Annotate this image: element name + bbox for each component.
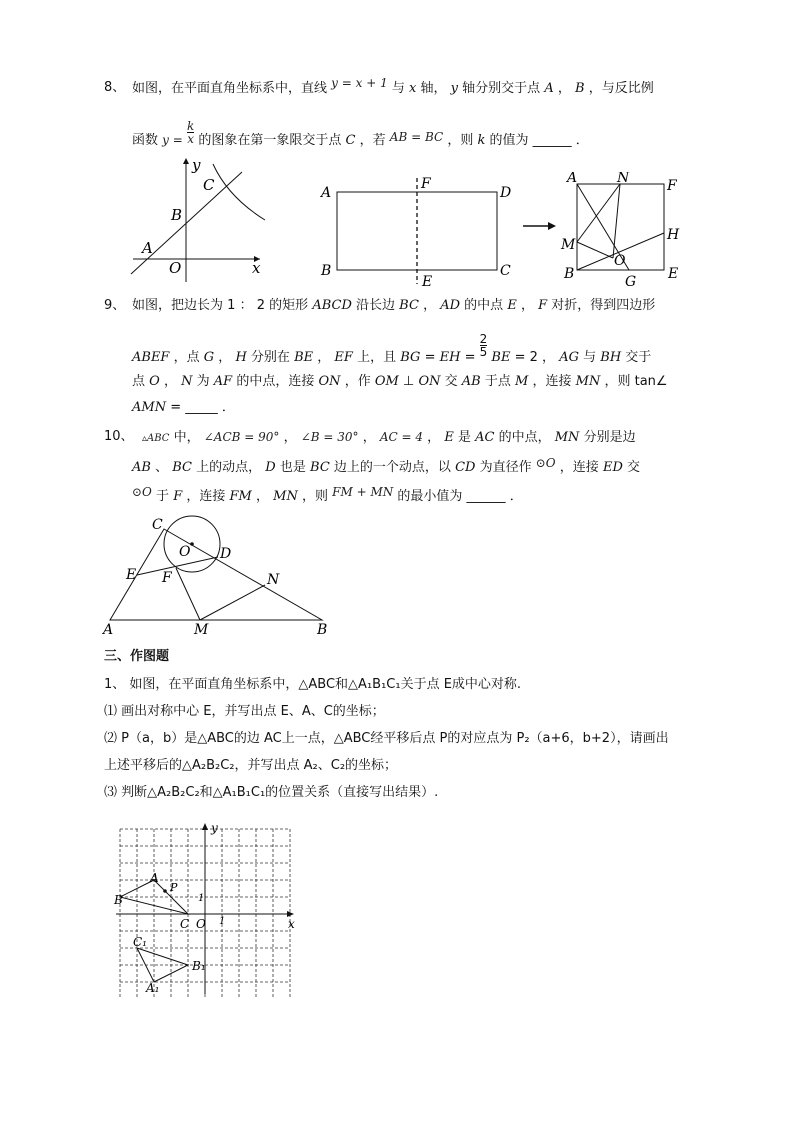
q10-expression: FM + MN: [332, 485, 394, 499]
q9-var: BH: [600, 350, 622, 365]
q9-text: ，连接: [532, 374, 572, 389]
q8-text: 轴，: [420, 81, 447, 96]
q10-var: E: [444, 430, 454, 445]
q9-var: N: [181, 374, 193, 389]
q9-text: ，: [520, 298, 534, 313]
q10-var: MN: [554, 430, 580, 445]
q9-text: 的矩形: [269, 298, 309, 313]
q10-text: 也是: [279, 460, 306, 475]
q10-var: MN: [273, 489, 298, 504]
q9-text: 交: [444, 374, 458, 389]
q9-text: ，作: [344, 374, 371, 389]
q9-figure: [318, 172, 690, 290]
q9-text: 沿长边: [356, 298, 396, 313]
q9-label-A2: A: [567, 172, 578, 186]
q8-text: 与: [391, 81, 405, 96]
q10-circle-symbol: ⊙O: [535, 456, 556, 470]
q10-var: BC: [310, 460, 330, 475]
q9-text: ，: [218, 350, 232, 365]
q8-condition: AB = BC: [389, 130, 444, 144]
s3-label-x: x: [288, 917, 295, 931]
q9-text: ：: [239, 298, 253, 313]
section-title: 三、作图题: [104, 649, 170, 664]
q9-frac-num: 2: [479, 332, 488, 346]
q8-var: A: [544, 81, 554, 96]
q10-var: BC: [172, 460, 192, 475]
q8-text: ，与反比例: [588, 81, 654, 96]
q8-frac-num: k: [186, 119, 195, 133]
q10-text: 中，: [173, 430, 200, 445]
s3-label-B: B: [114, 893, 123, 907]
s3-label-A: A: [150, 871, 159, 885]
q8-var: x: [409, 81, 417, 96]
q10-label-B: B: [317, 622, 328, 638]
q8-text: 如图，在平面直角坐标系中，直线: [132, 81, 328, 96]
q9-label-E2: E: [668, 266, 679, 282]
q9-text: 与: [583, 350, 597, 365]
q10-var: ED: [602, 460, 623, 475]
q9-segment-MO: [577, 242, 613, 258]
q9-var: BG: [400, 350, 421, 365]
q10-label-M: M: [194, 622, 209, 638]
q9-text: 1: [227, 298, 236, 313]
q9-var: G: [203, 350, 215, 365]
q8-text: 函数: [132, 133, 159, 148]
q9-text: =: [170, 400, 182, 415]
q10-text: ，则: [302, 489, 329, 504]
q9-var: O: [149, 374, 160, 389]
q10-text: ，: [362, 430, 376, 445]
q9-var: EH: [439, 350, 461, 365]
q8-text: 的图象在第一象限交于点: [198, 133, 342, 148]
q10-label-D: D: [220, 546, 232, 562]
q8-text: ，若: [359, 133, 386, 148]
q10-triangle: ▵ABC: [142, 433, 170, 444]
q10-text: 分别是边: [583, 430, 636, 445]
q8-label-x: x: [252, 259, 261, 277]
q9-label-F: F: [421, 176, 431, 192]
q9-text: ，: [317, 350, 331, 365]
q9-var: AD: [440, 298, 461, 313]
s3-label-C1: C₁: [133, 935, 147, 949]
s3-y-arrow: [202, 823, 208, 830]
q8-text: 的值为: [489, 133, 529, 148]
q10-text: 交: [627, 460, 641, 475]
q9-var: ON: [418, 374, 441, 389]
q9-text: 的中点: [464, 298, 504, 313]
q9-var: AMN: [132, 400, 167, 415]
q9-text: ⊥: [402, 374, 415, 389]
q10-text: 的中点，: [498, 430, 551, 445]
q9-var: F: [538, 298, 548, 313]
q9-label-N: N: [617, 172, 630, 186]
q8-number: 8、: [104, 80, 126, 95]
s3-q1-text: 1、 如图，在平面直角坐标系中，△ABC和△A₁B₁C₁关于点 E成中心对称.: [104, 677, 522, 692]
q10-text: 边上的一个动点，以: [333, 460, 451, 475]
q9-var: BC: [399, 298, 419, 313]
q10-text: 是: [457, 430, 471, 445]
q8-line-equation: y = x + 1: [331, 76, 388, 90]
q9-var: OM: [374, 374, 399, 389]
q10-var: AC: [475, 430, 495, 445]
q9-label-O: O: [614, 253, 626, 269]
q10-triangle-shape: [110, 529, 322, 620]
q8-var: y: [450, 81, 459, 96]
q10-var: F: [173, 489, 183, 504]
q10-text: 为直径作: [479, 460, 532, 475]
q9-text: = 2: [514, 350, 538, 365]
q9-text: ，点: [173, 350, 200, 365]
q9-label-G: G: [625, 274, 637, 290]
s3-part-2a: ⑵ P（a，b）是△ABC的边 AC上一点，△ABC经平移后点 P的对应点为 P₂（a+6，b+2），请画出: [104, 731, 669, 746]
q9-var: MN: [575, 374, 601, 389]
s3-label-B1: B₁: [192, 959, 206, 973]
q9-text: =: [464, 350, 476, 365]
q9-text: 为: [196, 374, 210, 389]
s3-label-one-x: 1: [219, 916, 226, 927]
q10-label-F: F: [162, 570, 172, 586]
q9-frac-den: 5: [479, 345, 488, 359]
q9-var: ABCD: [312, 298, 352, 313]
q10-text: ，: [256, 489, 270, 504]
q10-text: ，连接: [186, 489, 226, 504]
q10-label-E: E: [126, 567, 137, 583]
q10-label-N: N: [267, 572, 280, 588]
q9-text: ，: [542, 350, 556, 365]
q10-label-C: C: [152, 517, 163, 533]
q8-label-B: B: [171, 206, 183, 224]
q8-label-A: A: [142, 239, 153, 257]
q8-figure: [128, 152, 273, 284]
q8-label-y: y: [192, 156, 201, 174]
q9-text: 对折，得到四边形: [551, 298, 656, 313]
q9-var: AF: [213, 374, 233, 389]
q9-label-A: A: [321, 185, 332, 201]
q9-text: ，: [423, 298, 437, 313]
q9-text: ．: [221, 400, 235, 415]
s3-grid-figure: [110, 820, 300, 998]
q9-arrow-head: [548, 222, 556, 230]
s3-label-one-y: 1: [198, 893, 205, 904]
s3-label-A1: A₁: [146, 981, 160, 995]
q9-label-F2: F: [667, 178, 677, 194]
q8-var: B: [575, 81, 585, 96]
q10-text: 于: [156, 489, 170, 504]
q10-text: 、: [155, 460, 169, 475]
q9-text: 分别在: [250, 350, 290, 365]
q9-var: BE: [294, 350, 314, 365]
q9-label-E: E: [422, 274, 433, 290]
q10-label-A: A: [103, 622, 114, 638]
q9-label-M: M: [561, 237, 576, 253]
q9-var: H: [235, 350, 247, 365]
q9-label-B: B: [321, 263, 332, 279]
q9-var: AG: [559, 350, 579, 365]
q8-var: C: [345, 133, 356, 148]
q9-var: EF: [334, 350, 353, 365]
q9-text: =: [424, 350, 436, 365]
q8-text: ，则: [447, 133, 474, 148]
q9-var: ABEF: [132, 350, 170, 365]
q8-answer-blank: ______: [532, 133, 572, 148]
q8-frac-den: x: [187, 132, 194, 146]
q9-text: 于点: [484, 374, 511, 389]
q9-label-H: H: [667, 227, 680, 243]
q10-text: 的最小值为: [397, 489, 463, 504]
q9-var: AB: [461, 374, 481, 389]
q9-text: 的中点，连接: [236, 374, 315, 389]
q8-var: k: [477, 133, 486, 148]
q10-number: 10、: [104, 429, 134, 444]
q8-label-C: C: [203, 176, 215, 194]
q10-text: ．: [509, 489, 523, 504]
q8-y-arrow: [183, 158, 189, 164]
q10-condition: AC = 4: [379, 430, 424, 444]
q10-center-dot: [190, 542, 194, 546]
q10-circle-symbol: ⊙O: [132, 485, 152, 499]
q8-fraction: [187, 120, 194, 145]
q8-text: ，: [557, 81, 571, 96]
q10-label-O: O: [179, 544, 191, 560]
q10-condition: ∠B = 30°: [300, 430, 359, 444]
q8-text: ．: [575, 133, 589, 148]
s3-part-2b: 上述平移后的△A₂B₂C₂，并写出点 A₂、C₂的坐标；: [104, 758, 398, 773]
q9-var: E: [507, 298, 517, 313]
q10-segment-FM: [176, 568, 200, 620]
q9-text: ，则 tan∠: [604, 374, 668, 389]
q10-var: AB: [132, 460, 151, 475]
s3-part-1: ⑴ 画出对称中心 E，并写出点 E、A、C的坐标；: [104, 704, 385, 719]
q9-label-D: D: [500, 185, 512, 201]
q8-label-O: O: [169, 259, 182, 277]
q10-answer-blank: ______: [466, 489, 506, 504]
q9-text: 交于: [625, 350, 652, 365]
s3-label-O: O: [196, 917, 206, 931]
q10-var: CD: [455, 460, 476, 475]
q9-fraction: [480, 333, 488, 358]
q10-figure: [100, 512, 336, 638]
s3-point-P: [163, 889, 167, 893]
q10-text: 上的动点，: [196, 460, 262, 475]
q10-var: FM: [229, 489, 252, 504]
q8-text: 轴分别交于点: [462, 81, 541, 96]
q9-text: 如图，把边长为: [132, 298, 224, 313]
q10-text: ，: [427, 430, 441, 445]
q9-segment-MN: [577, 184, 620, 242]
q9-text: 上，且: [357, 350, 397, 365]
q9-var: BE: [491, 350, 511, 365]
q9-number: 9、: [104, 298, 126, 313]
q9-text: ，: [163, 374, 177, 389]
q9-label-B2: B: [564, 266, 575, 282]
q9-label-C: C: [500, 263, 511, 279]
q10-segment-MN: [200, 585, 265, 620]
s3-label-C: C: [180, 917, 190, 931]
q9-text: 点: [132, 374, 146, 389]
q9-segment-ON: [613, 184, 620, 258]
q9-answer-blank: _____: [185, 400, 218, 415]
q9-var: M: [515, 374, 529, 389]
q8-func-lhs: y =: [162, 133, 183, 147]
s3-label-P: P: [170, 881, 178, 894]
s3-part-3: ⑶ 判断△A₂B₂C₂和△A₁B₁C₁的位置关系（直接写出结果）.: [104, 785, 439, 800]
s3-label-y: y: [211, 821, 218, 835]
q9-var: ON: [318, 374, 341, 389]
q10-text: ，: [283, 430, 297, 445]
q10-condition: ∠ACB = 90°: [203, 430, 280, 444]
q10-text: ，连接: [559, 460, 599, 475]
q9-text: 2: [256, 298, 266, 313]
q10-var: D: [265, 460, 276, 475]
